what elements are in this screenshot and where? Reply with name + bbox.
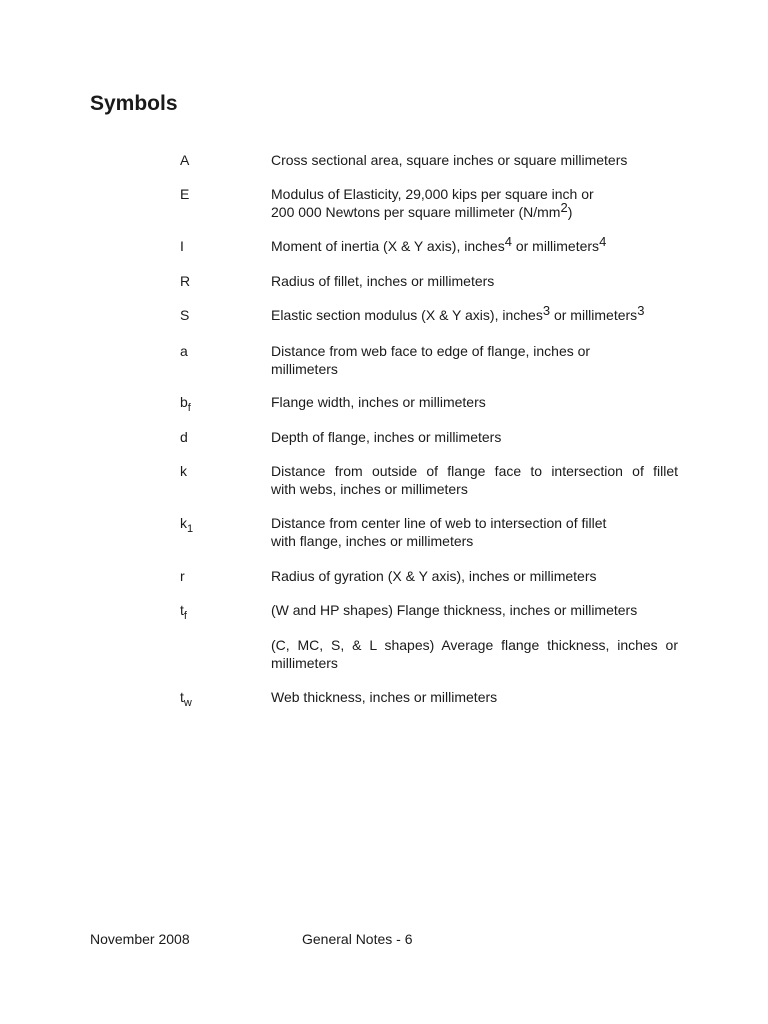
symbol: R — [180, 273, 191, 289]
definition-line — [271, 200, 678, 221]
symbol: S — [180, 307, 190, 323]
definition-line: Distance from center line of web to intersection of fillet — [271, 515, 607, 531]
definition-line: Modulus of Elasticity, 29,000 kips per square inch or — [271, 186, 594, 202]
definition — [271, 514, 678, 550]
symbol-letter: b — [180, 394, 188, 410]
symbol: a — [180, 343, 188, 359]
symbol — [180, 393, 191, 414]
definition — [271, 185, 678, 221]
subscript: f — [187, 402, 191, 414]
symbol — [180, 514, 194, 535]
definition — [271, 462, 678, 498]
superscript: 2 — [560, 200, 568, 215]
symbol: I — [180, 238, 184, 254]
definition: Cross sectional area, square inches or square millimeters — [271, 152, 628, 168]
footer-page-label: General Notes - 6 — [302, 931, 413, 947]
definition-line: with flange, inches or millimeters — [271, 533, 474, 549]
symbol-letter: t — [180, 602, 184, 618]
symbol-letter: t — [180, 689, 184, 705]
superscript: 4 — [599, 234, 607, 249]
definition — [271, 234, 678, 255]
superscript: 3 — [542, 303, 551, 318]
definition-text: or millimeters — [511, 238, 600, 254]
superscript: 4 — [504, 234, 512, 249]
subscript: w — [183, 697, 192, 709]
definition: (W and HP shapes) Flange thickness, inches or millimeters — [271, 602, 638, 618]
definition: Flange width, inches or millimeters — [271, 394, 486, 410]
definition-text: Elastic section modulus (X & Y axis), inches — [271, 307, 543, 323]
footer-date: November 2008 — [90, 931, 190, 947]
definition: Depth of flange, inches or millimeters — [271, 429, 502, 445]
definition-text: or millimeters — [550, 307, 638, 323]
definition: Distance from web face to edge of flange, inches or millimeters — [271, 343, 591, 377]
symbol: r — [180, 568, 185, 584]
superscript: 3 — [637, 303, 645, 318]
symbol: A — [180, 152, 190, 168]
definition-text: Moment of inertia (X & Y axis), inches — [271, 238, 505, 254]
symbol: k — [180, 463, 187, 479]
definition-text: 200 000 Newtons per square millimeter (N/mm — [271, 204, 561, 220]
subscript: f — [183, 610, 187, 622]
symbol: E — [180, 186, 190, 202]
definition: Web thickness, inches or millimeters — [271, 689, 498, 705]
definition-line: Distance from outside of flange face to intersection of fillet — [271, 463, 678, 479]
definition — [271, 303, 678, 324]
symbol: d — [180, 429, 188, 445]
definition: (C, MC, S, & L shapes) Average flange thickness, inches or millimeters — [271, 637, 678, 671]
symbol-letter: k — [180, 515, 187, 531]
definition-text: ) — [567, 204, 573, 220]
definition-line: with webs, inches or millimeters — [271, 481, 468, 497]
definition: Radius of gyration (X & Y axis), inches or millimeters — [271, 568, 597, 584]
definition: Radius of fillet, inches or millimeters — [271, 273, 495, 289]
page-title: Symbols — [90, 92, 178, 115]
symbol — [180, 688, 192, 709]
symbol — [180, 601, 187, 622]
subscript: 1 — [187, 523, 194, 535]
